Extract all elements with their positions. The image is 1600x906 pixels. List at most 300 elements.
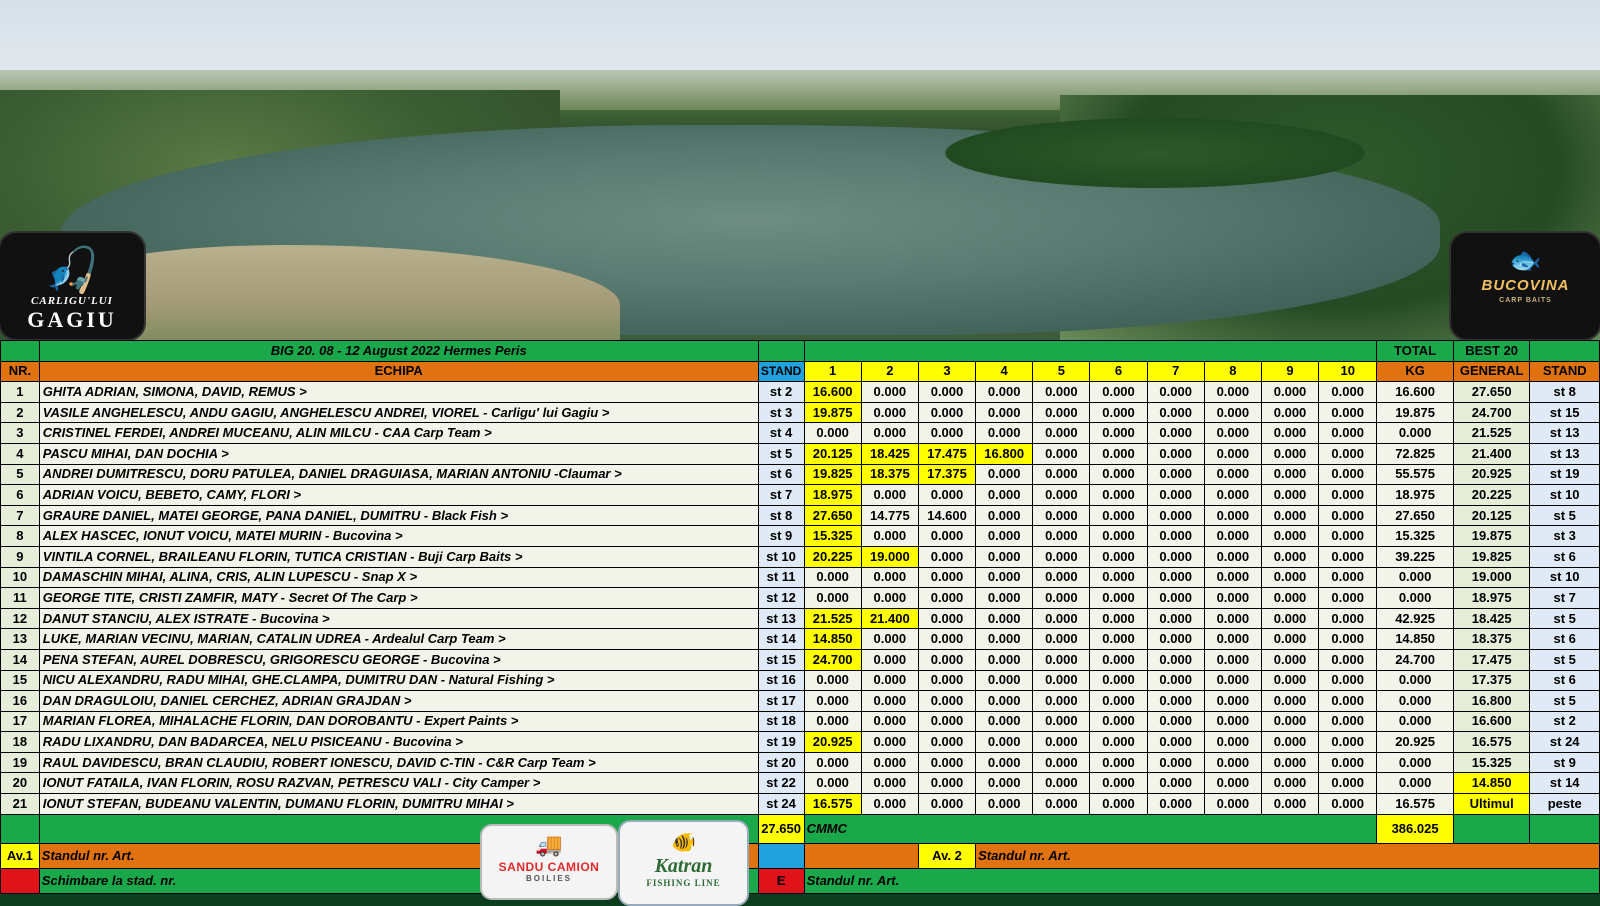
table-row [1,485,1600,506]
row-day-4: 0.000 [976,485,1033,506]
row-day-7: 0.000 [1147,773,1204,794]
table-row [1,711,1600,732]
row-day-6: 0.000 [1090,629,1147,650]
row-team: RADU LIXANDRU, DAN BADARCEA, NELU PISICEANU - Bucovina > [39,732,758,753]
row-day-10: 0.000 [1319,711,1377,732]
row-day-7: 0.000 [1147,402,1204,423]
row-general: 17.375 [1453,670,1530,691]
row-day-7: 0.000 [1147,670,1204,691]
row-team: VASILE ANGHELESCU, ANDU GAGIU, ANGHELESCU ANDREI, VIOREL - Carligu' lui Gagiu > [39,402,758,423]
row-day-5: 0.000 [1033,526,1090,547]
row-day-2: 0.000 [861,711,918,732]
angler-silhouette-icon: 🎣 [44,246,100,295]
row-day-5: 0.000 [1033,464,1090,485]
row-day-4: 0.000 [976,608,1033,629]
col-nr: NR. [1,361,40,382]
row-stand: st 8 [758,505,804,526]
row-day-2: 0.000 [861,629,918,650]
row-day-9: 0.000 [1261,546,1318,567]
row-kg: 0.000 [1377,752,1454,773]
row-day-2: 18.425 [861,443,918,464]
row-kg: 14.850 [1377,629,1454,650]
row-day-6: 0.000 [1090,691,1147,712]
row-day-2: 0.000 [861,402,918,423]
row-day-2: 0.000 [861,485,918,506]
e-label: E [758,868,804,893]
row-day-3: 0.000 [918,423,975,444]
row-team: GRAURE DANIEL, MATEI GEORGE, PANA DANIEL, DUMITRU - Black Fish > [39,505,758,526]
row-stand: st 17 [758,691,804,712]
av2-label: Av. 2 [918,843,975,868]
av2-text: Standul nr. Art. [976,843,1600,868]
row-day-7: 0.000 [1147,794,1204,815]
col-day-10: 10 [1319,361,1377,382]
column-header-row [1,361,1600,382]
row-day-4: 0.000 [976,505,1033,526]
row-day-10: 0.000 [1319,732,1377,753]
row-day-2: 0.000 [861,732,918,753]
row-day-2: 0.000 [861,382,918,403]
row-stand: st 11 [758,567,804,588]
row-nr: 4 [1,443,40,464]
row-day-8: 0.000 [1204,794,1261,815]
row-day-6: 0.000 [1090,608,1147,629]
row-day-6: 0.000 [1090,464,1147,485]
row-day-10: 0.000 [1319,752,1377,773]
row-nr: 10 [1,567,40,588]
row-day-2: 18.375 [861,464,918,485]
col-day-4: 4 [976,361,1033,382]
row-team: ADRIAN VOICU, BEBETO, CAMY, FLORI > [39,485,758,506]
row-nr: 12 [1,608,40,629]
table-row [1,670,1600,691]
row-day-7: 0.000 [1147,505,1204,526]
row-kg: 0.000 [1377,711,1454,732]
row-kg: 27.650 [1377,505,1454,526]
col-team: ECHIPA [39,361,758,382]
row-day-6: 0.000 [1090,752,1147,773]
row-stand2: st 3 [1530,526,1600,547]
row-day-1: 19.825 [804,464,861,485]
row-nr: 20 [1,773,40,794]
row-day-7: 0.000 [1147,711,1204,732]
total-label: TOTAL [1377,341,1454,362]
table-row [1,629,1600,650]
row-stand: st 20 [758,752,804,773]
row-team: IONUT STEFAN, BUDEANU VALENTIN, DUMANU FLORIN, DUMITRU MIHAI > [39,794,758,815]
logo-right-line1: BUCOVINA [1481,277,1570,294]
row-stand: st 24 [758,794,804,815]
row-day-9: 0.000 [1261,773,1318,794]
row-day-4: 16.800 [976,443,1033,464]
sponsor2-name: Katran [654,855,713,877]
row-day-1: 21.525 [804,608,861,629]
row-kg: 0.000 [1377,423,1454,444]
row-team: VINTILA CORNEL, BRAILEANU FLORIN, TUTICA CRISTIAN - Buji Carp Baits > [39,546,758,567]
row-day-3: 0.000 [918,711,975,732]
row-day-1: 0.000 [804,711,861,732]
row-nr: 3 [1,423,40,444]
row-day-5: 0.000 [1033,567,1090,588]
row-stand2: st 24 [1530,732,1600,753]
row-stand: st 6 [758,464,804,485]
col-day-8: 8 [1204,361,1261,382]
row-stand: st 9 [758,526,804,547]
row-day-8: 0.000 [1204,382,1261,403]
row-stand2: st 19 [1530,464,1600,485]
row-day-10: 0.000 [1319,464,1377,485]
row-kg: 0.000 [1377,773,1454,794]
row-day-4: 0.000 [976,649,1033,670]
logo-left-line2: GAGIU [27,307,117,332]
row-stand2: st 13 [1530,443,1600,464]
row-nr: 19 [1,752,40,773]
row-day-9: 0.000 [1261,732,1318,753]
row-general: 15.325 [1453,752,1530,773]
row-day-9: 0.000 [1261,402,1318,423]
row-stand2: st 8 [1530,382,1600,403]
row-kg: 0.000 [1377,567,1454,588]
row-day-9: 0.000 [1261,464,1318,485]
row-stand: st 3 [758,402,804,423]
row-day-9: 0.000 [1261,711,1318,732]
table-row [1,443,1600,464]
row-day-9: 0.000 [1261,794,1318,815]
footer-row [1,868,1600,893]
total-kg: 386.025 [1377,814,1454,843]
row-stand: st 14 [758,629,804,650]
row-day-5: 0.000 [1033,608,1090,629]
row-day-8: 0.000 [1204,711,1261,732]
row-day-1: 20.225 [804,546,861,567]
row-day-7: 0.000 [1147,629,1204,650]
row-day-10: 0.000 [1319,443,1377,464]
col-general: GENERAL [1453,361,1530,382]
row-kg: 16.575 [1377,794,1454,815]
table-row [1,752,1600,773]
row-day-3: 0.000 [918,691,975,712]
row-kg: 20.925 [1377,732,1454,753]
row-team: ANDREI DUMITRESCU, DORU PATULEA, DANIEL DRAGUIASA, MARIAN ANTONIU -Claumar > [39,464,758,485]
row-kg: 0.000 [1377,670,1454,691]
row-stand: st 7 [758,485,804,506]
row-kg: 39.225 [1377,546,1454,567]
row-stand: st 4 [758,423,804,444]
row-general: 17.475 [1453,649,1530,670]
row-day-4: 0.000 [976,402,1033,423]
row-nr: 9 [1,546,40,567]
row-day-10: 0.000 [1319,649,1377,670]
row-day-10: 0.000 [1319,629,1377,650]
row-day-2: 0.000 [861,670,918,691]
row-day-6: 0.000 [1090,711,1147,732]
col-day-3: 3 [918,361,975,382]
row-day-8: 0.000 [1204,608,1261,629]
row-day-1: 16.600 [804,382,861,403]
row-kg: 19.875 [1377,402,1454,423]
row-day-4: 0.000 [976,752,1033,773]
row-nr: 21 [1,794,40,815]
row-day-3: 0.000 [918,670,975,691]
row-stand: st 22 [758,773,804,794]
row-day-6: 0.000 [1090,567,1147,588]
col-stand: STAND [758,361,804,382]
row-day-3: 17.475 [918,443,975,464]
row-day-1: 18.975 [804,485,861,506]
row-stand2: st 10 [1530,485,1600,506]
row-day-6: 0.000 [1090,732,1147,753]
sponsor-logos [480,820,745,902]
row-day-3: 0.000 [918,588,975,609]
row-day-10: 0.000 [1319,608,1377,629]
row-day-9: 0.000 [1261,649,1318,670]
row-day-7: 0.000 [1147,691,1204,712]
row-day-5: 0.000 [1033,794,1090,815]
row-day-3: 0.000 [918,546,975,567]
row-day-4: 0.000 [976,423,1033,444]
row-day-10: 0.000 [1319,402,1377,423]
katran-logo [618,820,749,906]
carligu-lui-gagiu-logo [0,233,144,339]
table-row [1,546,1600,567]
row-day-3: 0.000 [918,402,975,423]
row-general: 16.800 [1453,691,1530,712]
row-day-10: 0.000 [1319,546,1377,567]
row-day-1: 0.000 [804,588,861,609]
row-day-7: 0.000 [1147,526,1204,547]
row-day-6: 0.000 [1090,649,1147,670]
row-day-3: 0.000 [918,567,975,588]
row-stand2: st 7 [1530,588,1600,609]
row-day-5: 0.000 [1033,423,1090,444]
row-general: 18.375 [1453,629,1530,650]
row-stand: st 15 [758,649,804,670]
row-day-7: 0.000 [1147,464,1204,485]
row-stand: st 12 [758,588,804,609]
row-day-2: 0.000 [861,691,918,712]
row-day-6: 0.000 [1090,402,1147,423]
row-day-6: 0.000 [1090,505,1147,526]
row-day-4: 0.000 [976,464,1033,485]
row-day-10: 0.000 [1319,567,1377,588]
col-stand2: STAND [1530,361,1600,382]
row-day-2: 0.000 [861,773,918,794]
row-team: DAMASCHIN MIHAI, ALINA, CRIS, ALIN LUPESCU - Snap X > [39,567,758,588]
row-nr: 14 [1,649,40,670]
row-day-2: 0.000 [861,752,918,773]
row-day-9: 0.000 [1261,505,1318,526]
truck-icon: 🚚 [535,832,563,857]
row-day-4: 0.000 [976,567,1033,588]
row-kg: 42.925 [1377,608,1454,629]
row-nr: 2 [1,402,40,423]
row-day-4: 0.000 [976,773,1033,794]
row-day-6: 0.000 [1090,526,1147,547]
row-stand2: st 9 [1530,752,1600,773]
row-nr: 16 [1,691,40,712]
row-day-9: 0.000 [1261,691,1318,712]
row-general: 19.875 [1453,526,1530,547]
row-day-10: 0.000 [1319,526,1377,547]
row-day-8: 0.000 [1204,670,1261,691]
results-table [0,340,1600,894]
row-day-5: 0.000 [1033,443,1090,464]
row-day-2: 0.000 [861,649,918,670]
row-day-6: 0.000 [1090,423,1147,444]
col-day-9: 9 [1261,361,1318,382]
row-nr: 5 [1,464,40,485]
row-day-8: 0.000 [1204,443,1261,464]
row-general: 18.975 [1453,588,1530,609]
logo-left-line1: CARLIGU'LUI [31,295,113,307]
row-stand2: st 13 [1530,423,1600,444]
row-day-7: 0.000 [1147,608,1204,629]
row-day-3: 0.000 [918,773,975,794]
row-general: 19.000 [1453,567,1530,588]
row-day-1: 20.125 [804,443,861,464]
row-stand2: st 6 [1530,670,1600,691]
row-day-9: 0.000 [1261,629,1318,650]
row-general: 14.850 [1453,773,1530,794]
row-day-4: 0.000 [976,526,1033,547]
col-day-6: 6 [1090,361,1147,382]
row-day-4: 0.000 [976,588,1033,609]
row-day-7: 0.000 [1147,485,1204,506]
row-day-3: 0.000 [918,649,975,670]
row-nr: 17 [1,711,40,732]
row-day-10: 0.000 [1319,588,1377,609]
row-nr: 18 [1,732,40,753]
row-stand: st 19 [758,732,804,753]
row-day-2: 0.000 [861,567,918,588]
row-day-9: 0.000 [1261,382,1318,403]
sandu-camion-logo [480,824,618,900]
row-stand: st 10 [758,546,804,567]
row-kg: 0.000 [1377,691,1454,712]
row-team: GEORGE TITE, CRISTI ZAMFIR, MATY - Secret Of The Carp > [39,588,758,609]
row-stand2: st 14 [1530,773,1600,794]
row-day-8: 0.000 [1204,485,1261,506]
row-stand2: st 10 [1530,567,1600,588]
row-day-4: 0.000 [976,691,1033,712]
row-stand2: st 5 [1530,691,1600,712]
row-day-7: 0.000 [1147,732,1204,753]
row-day-3: 14.600 [918,505,975,526]
fish-icon: 🐟 [1509,245,1542,275]
row-team: IONUT FATAILA, IVAN FLORIN, ROSU RAZVAN, PETRESCU VALI - City Camper > [39,773,758,794]
row-day-8: 0.000 [1204,423,1261,444]
row-day-1: 19.875 [804,402,861,423]
row-day-5: 0.000 [1033,546,1090,567]
row-day-6: 0.000 [1090,443,1147,464]
row-day-4: 0.000 [976,382,1033,403]
row-day-5: 0.000 [1033,402,1090,423]
row-stand2: st 5 [1530,649,1600,670]
row-general: 20.125 [1453,505,1530,526]
row-day-8: 0.000 [1204,505,1261,526]
row-general: Ultimul [1453,794,1530,815]
row-stand: st 13 [758,608,804,629]
row-team: PENA STEFAN, AUREL DOBRESCU, GRIGORESCU GEORGE - Bucovina > [39,649,758,670]
best20-label: BEST 20 [1453,341,1530,362]
row-day-8: 0.000 [1204,773,1261,794]
cmmc-label: CMMC [804,814,1377,843]
row-day-10: 0.000 [1319,423,1377,444]
row-day-7: 0.000 [1147,443,1204,464]
row-day-6: 0.000 [1090,382,1147,403]
col-day-5: 5 [1033,361,1090,382]
row-general: 18.425 [1453,608,1530,629]
table-row [1,588,1600,609]
row-stand2: st 2 [1530,711,1600,732]
row-day-7: 0.000 [1147,752,1204,773]
row-kg: 15.325 [1377,526,1454,547]
row-day-4: 0.000 [976,794,1033,815]
bucovina-carp-baits-logo [1451,233,1600,339]
row-day-3: 0.000 [918,629,975,650]
row-day-5: 0.000 [1033,670,1090,691]
row-day-7: 0.000 [1147,567,1204,588]
row-day-2: 0.000 [861,526,918,547]
row-day-6: 0.000 [1090,588,1147,609]
row-day-3: 0.000 [918,752,975,773]
row-stand2: st 6 [1530,546,1600,567]
title-row [1,341,1600,362]
e-text: Standul nr. Art. [804,868,1599,893]
table-row [1,794,1600,815]
row-day-2: 0.000 [861,588,918,609]
row-day-5: 0.000 [1033,649,1090,670]
row-kg: 16.600 [1377,382,1454,403]
row-day-8: 0.000 [1204,588,1261,609]
row-day-10: 0.000 [1319,670,1377,691]
row-day-5: 0.000 [1033,588,1090,609]
row-day-1: 16.575 [804,794,861,815]
row-nr: 6 [1,485,40,506]
row-day-5: 0.000 [1033,773,1090,794]
row-general: 21.525 [1453,423,1530,444]
table-row [1,773,1600,794]
col-day-1: 1 [804,361,861,382]
change-text: Schimbare la stad. nr. [39,868,758,893]
row-day-9: 0.000 [1261,485,1318,506]
row-stand2: peste [1530,794,1600,815]
table-row [1,608,1600,629]
col-kg: KG [1377,361,1454,382]
table-row [1,567,1600,588]
row-general: 20.225 [1453,485,1530,506]
table-row [1,732,1600,753]
row-day-6: 0.000 [1090,794,1147,815]
row-day-1: 0.000 [804,773,861,794]
row-nr: 13 [1,629,40,650]
row-stand: st 16 [758,670,804,691]
row-team: LUKE, MARIAN VECINU, MARIAN, CATALIN UDREA - Ardealul Carp Team > [39,629,758,650]
row-day-3: 0.000 [918,794,975,815]
row-day-7: 0.000 [1147,546,1204,567]
sponsor1-sub: BOILIES [525,874,572,883]
av1-text: Standul nr. Art. [39,843,758,868]
row-day-5: 0.000 [1033,629,1090,650]
row-day-6: 0.000 [1090,546,1147,567]
row-kg: 0.000 [1377,588,1454,609]
row-team: DAN DRAGULOIU, DANIEL CERCHEZ, ADRIAN GRAJDAN > [39,691,758,712]
table-row [1,464,1600,485]
carp-icon: 🐠 [671,832,696,854]
row-day-5: 0.000 [1033,485,1090,506]
row-day-8: 0.000 [1204,567,1261,588]
row-stand2: st 6 [1530,629,1600,650]
